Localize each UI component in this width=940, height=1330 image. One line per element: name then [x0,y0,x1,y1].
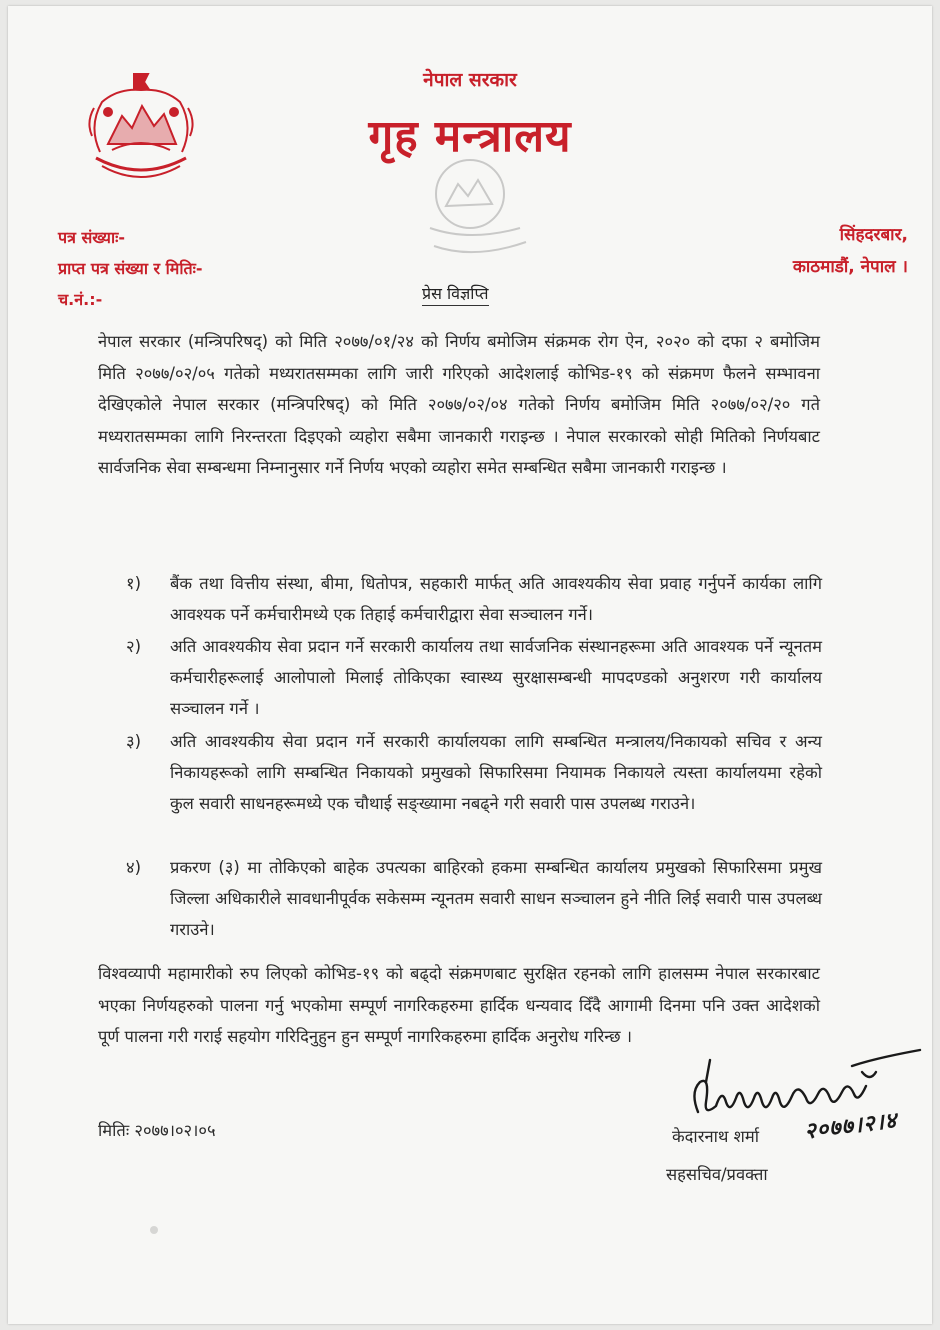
list-item-number: २) [126,637,142,656]
punch-mark [150,1226,158,1234]
received-letter-label: प्राप्त पत्र संख्या र मितिः- [58,259,203,278]
list-item-number: ३) [126,732,142,751]
issue-date: मितिः २०७७।०२।०५ [98,1121,216,1140]
ministry-name: गृह मन्त्रालय [368,111,572,162]
closing-paragraph: विश्वव्यापी महामारीको रुप लिएको कोभिड-१९ को बढ्दो संक्रमणबाट सुरक्षित रहनको लागि हालसम्म नेपाल सरकारबाट भएका निर्णयहरुको पालना गर्नु भएकोमा सम्पूर्ण नागरिकहरुमा हार्दिक धन्यवाद दिँदै आगामी दिनमा पनि उक्त आदेशको पूर्ण पालना गरी गराई सहयोग गरिदिनुहुन हुन सम्पूर्ण नागरिकहरुमा हार्दिक अनुरोध गरिन्छ । [98,964,820,1046]
list-item [126,568,822,630]
address-line-2: काठमाडौं, नेपाल । [792,257,908,277]
list-item-number: ४) [126,858,142,877]
list-item [126,631,822,724]
list-item [126,726,822,819]
dispatch-number-label: च.नं.:- [58,290,103,309]
list-item-number: १) [126,574,142,593]
list-item-text: अति आवश्यकीय सेवा प्रदान गर्ने सरकारी कार्यालय तथा सार्वजनिक संस्थानहरूमा अति आवश्यक पर्ने न्यूनतम कर्मचारीहरूलाई आलोपालो मिलाई तोकिएका स्वास्थ्य सुरक्षासम्बन्धी मापदण्डको अनुशरण गरी कार्यालय सञ्चालन गर्ने । [170,637,822,718]
list-item-text: अति आवश्यकीय सेवा प्रदान गर्ने सरकारी कार्यालयका लागि सम्बन्धित मन्त्रालय/निकायको सचिव र अन्य निकायहरूको लागि सम्बन्धित निकायको प्रमुखको सिफारिसमा नियामक निकायले त्यस्ता कार्यालयमा रहेको कुल सवारी साधनहरूमध्ये एक चौथाई सङ्ख्यामा नबढ्ने गरी सवारी पास उपलब्ध गराउने। [170,732,822,813]
list-item [126,852,822,945]
list-item-text: प्रकरण (३) मा तोकिएको बाहेक उपत्यका बाहिरको हकमा सम्बन्धित कार्यालय प्रमुखको सिफारिसमा प्रमुख जिल्ला अधिकारीले सावधानीपूर्वक सकेसम्म न्यूनतम सवारी साधन सञ्चालन हुने नीति लिई सवारी पास उपलब्ध गराउने। [170,858,822,939]
ministry-stamp-icon [410,150,540,280]
signatory-title: सहसचिव/प्रवक्ता [666,1165,768,1184]
address-line-1: सिंहदरबार, [839,225,908,245]
government-name: नेपाल सरकार [423,69,517,91]
intro-paragraph: नेपाल सरकार (मन्त्रिपरिषद्) को मिति २०७७/०१/२४ को निर्णय बमोजिम संक्रमक रोग ऐन, २०२० को दफा २ बमोजिम मिति २०७७/०२/०५ गतेको मध्यरातसम्मका लागि जारी गरिएको आदेशलाई कोभिड-१९ को संक्रमण फैलने सम्भावना देखिएकोले नेपाल सरकार (मन्त्रिपरिषद्) को मिति २०७७/०२/०४ गतेको निर्णय बमोजिम मिति २०७७/०२/२० गते मध्यरातसम्मका लागि निरन्तरता दिइएको व्यहोरा सबैमा जानकारी गराइन्छ । नेपाल सरकारको सोही मितिको निर्णयबाट सार्वजनिक सेवा सम्बन्धमा निम्नानुसार गर्ने निर्णय भएको व्यहोरा समेत सम्बन्धित सबैमा जानकारी गराइन्छ । [98,332,820,477]
list-item-text: बैंक तथा वित्तीय संस्था, बीमा, धितोपत्र, सहकारी मार्फत् अति आवश्यकीय सेवा प्रवाह गर्नुपर्ने कार्यका लागि आवश्यक पर्ने कर्मचारीमध्ये एक तिहाई कर्मचारीद्वारा सेवा सञ्चालन गर्ने। [170,574,822,624]
letter-number-label: पत्र संख्याः- [58,228,125,247]
signatory-name: केदारनाथ शर्मा [672,1127,760,1146]
press-release-title: प्रेस विज्ञप्ति [422,282,489,306]
handwritten-date: २०७७।२।४ [802,1107,899,1145]
